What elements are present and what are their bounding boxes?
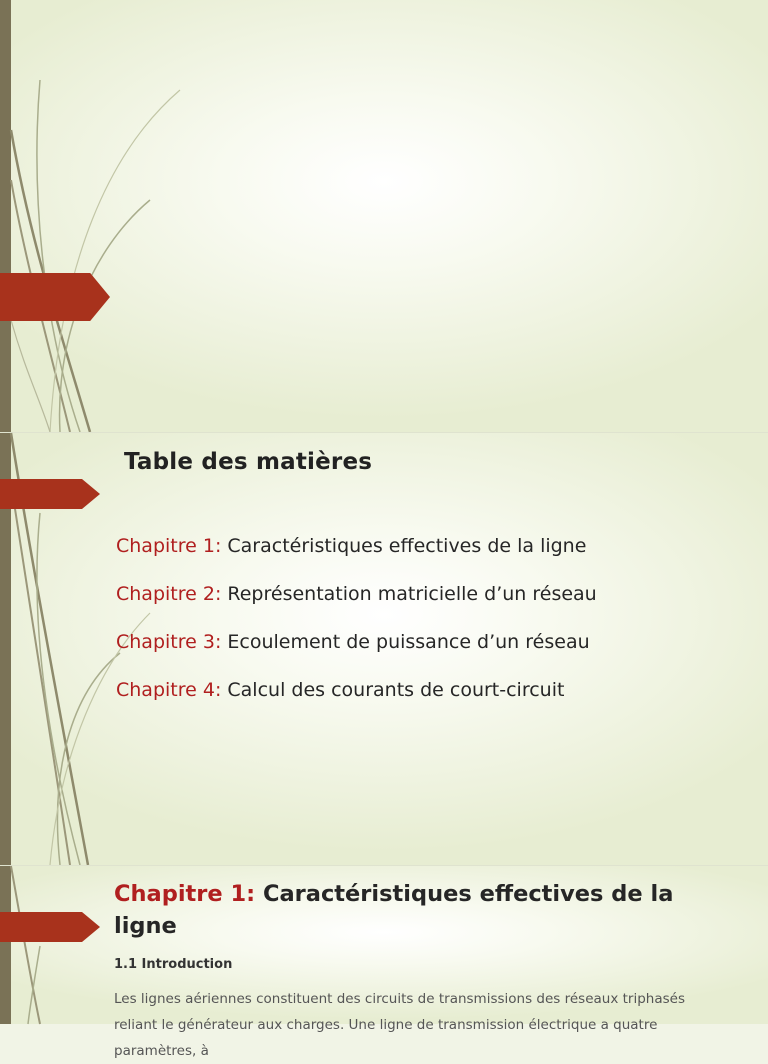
toc-item <box>116 629 597 677</box>
chapter-text: Caractéristiques effectives de la ligne <box>114 881 674 939</box>
slide-1 <box>0 0 768 432</box>
chapter-label: Chapitre 1: <box>114 881 256 907</box>
slide-title <box>114 878 714 942</box>
chapter-text: Représentation matricielle d’un réseau <box>221 583 597 605</box>
slide-2 <box>0 433 768 865</box>
decorative-curves <box>0 0 200 432</box>
arrow-marker <box>0 273 110 321</box>
slide-3 <box>0 866 768 1059</box>
arrow-marker <box>0 912 100 942</box>
body-paragraph: Les lignes aériennes constituent des circuits de transmissions des réseaux triphasés reliant le générateur aux charges. Une ligne de transmission électrique a quatre paramètres, à <box>114 991 685 1059</box>
chapter-label: Chapitre 2: <box>116 583 222 605</box>
toc-list <box>116 533 597 725</box>
chapter-label: Chapitre 1: <box>116 535 222 557</box>
arrow-marker <box>0 479 100 509</box>
toc-item <box>116 581 597 629</box>
toc-item <box>116 533 597 581</box>
slide-title: Table des matières <box>124 449 373 475</box>
chapter-text: Caractéristiques effectives de la ligne <box>221 535 587 557</box>
chapter-text: Ecoulement de puissance d’un réseau <box>221 631 590 653</box>
toc-item <box>116 677 597 725</box>
section-heading: 1.1 Introduction <box>114 957 233 972</box>
chapter-label: Chapitre 3: <box>116 631 222 653</box>
chapter-label: Chapitre 4: <box>116 679 222 701</box>
chapter-text: Calcul des courants de court-circuit <box>221 679 565 701</box>
